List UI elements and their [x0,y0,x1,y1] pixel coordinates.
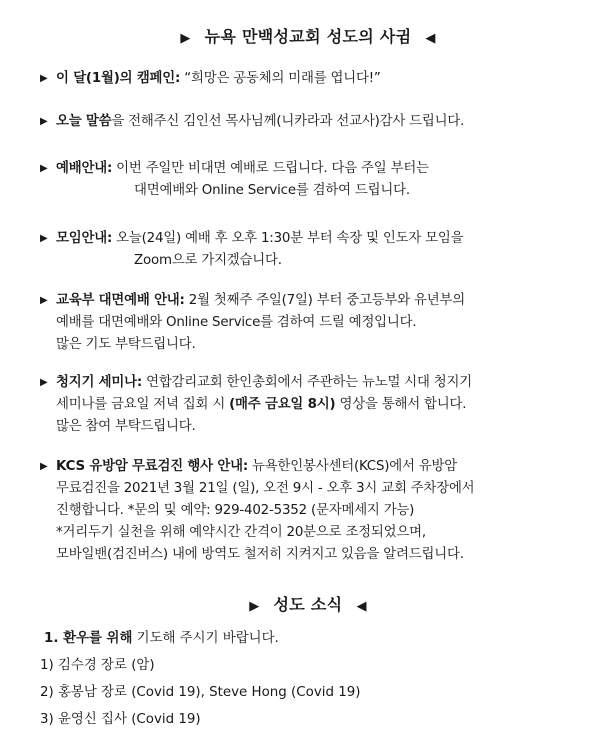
page-title [0,24,616,47]
campaign-notice [40,68,610,90]
list-item: 3) 윤영신 집사 (Covid 19) [40,712,201,727]
education-line-1: 2월 첫째주 주일(7일) 부터 중고등부와 유년부의 [184,293,465,308]
meeting-line-1: 오늘(24일) 예배 후 오후 1:30분 부터 속장 및 인도자 모임을 [112,231,464,246]
right-triangle-icon: ▶ [180,31,191,46]
seminar-label: 청지기 세미나: [56,375,143,390]
bullet-icon: ▶ [40,233,48,244]
meeting-notice [40,228,610,272]
seminar-line-2c: 영상을 통해서 합니다. [335,397,467,412]
list-item: 2) 홍봉남 장로 (Covid 19), Steve Hong (Covid 19) [40,685,361,700]
worship-line-1: 이번 주일만 비대면 예배로 드립니다. 다음 주일 부터는 [112,161,429,176]
bullet-icon: ▶ [40,73,48,84]
kcs-line-3: 진행합니다. *문의 및 예약: 929-402-5352 (문자메세지 가능) [56,503,415,518]
seminar-line-3: 많은 참여 부탁드립니다. [56,419,196,434]
campaign-label: 이 달(1월)의 캠페인: [56,71,181,86]
seminar-line-2a: 세미나를 금요일 저녁 집회 시 [56,397,230,412]
news-intro-rest: 기도해 주시기 바랍니다. [132,631,279,646]
news-intro [44,628,614,650]
bullet-icon: ▶ [40,377,48,388]
seminar-time: (매주 금요일 8시) [229,397,336,412]
news-intro-num: 1. [44,631,64,646]
education-notice [40,290,610,356]
bullet-icon: ▶ [40,163,48,174]
right-triangle-icon: ▶ [249,599,260,614]
meeting-label: 모임안내: [56,231,113,246]
kcs-line-1: 뉴욕한인봉사센터(KCS)에서 유방암 [248,459,458,474]
news-heading [0,592,616,615]
kcs-line-5: 모바일밴(검진버스) 내에 방역도 철저히 지켜지고 있음을 알려드립니다. [56,547,464,562]
left-triangle-icon: ◀ [356,599,367,614]
bullet-icon: ▶ [40,461,48,472]
education-line-3: 많은 기도 부탁드립니다. [56,337,196,352]
left-triangle-icon: ◀ [425,31,436,46]
sermon-text: 을 전해주신 김인선 목사님께(니카라과 선교사)감사 드립니다. [111,114,465,129]
campaign-text: “희망은 공동체의 미래를 엽니다!” [180,71,381,86]
worship-notice [40,158,610,202]
kcs-label: KCS 유방암 무료검진 행사 안내: [56,459,248,474]
worship-line-2: 대면예배와 Online Service를 겸하여 드립니다. [134,183,410,198]
seminar-notice [40,372,610,438]
sermon-label: 오늘 말씀 [56,114,112,129]
meeting-line-2: Zoom으로 가지겠습니다. [134,253,282,268]
kcs-line-2: 무료검진을 2021년 3월 21일 (일), 오전 9시 - 오후 3시 교회 주차장에서 [56,481,475,496]
sermon-notice [40,111,610,133]
worship-label: 예배안내: [56,161,113,176]
news-heading-text: 성도 소식 [273,595,343,614]
bullet-icon: ▶ [40,116,48,127]
kcs-notice [40,456,610,566]
list-item: 1) 김수경 장로 (암) [40,658,155,673]
bullet-icon: ▶ [40,295,48,306]
education-label: 교육부 대면예배 안내: [56,293,185,308]
kcs-line-4: *거리두기 실천을 위해 예약시간 간격이 20분으로 조정되었으며, [56,525,426,540]
seminar-line-1: 연합감리교회 한인총회에서 주관하는 뉴노멀 시대 청지기 [142,375,473,390]
education-line-2: 예배를 대면예배와 Online Service를 겸하여 드릴 예정입니다. [56,315,417,330]
news-intro-bold: 환우를 위해 [63,631,133,646]
page-title-text: 뉴욕 만백성교회 성도의 사귐 [204,27,412,46]
